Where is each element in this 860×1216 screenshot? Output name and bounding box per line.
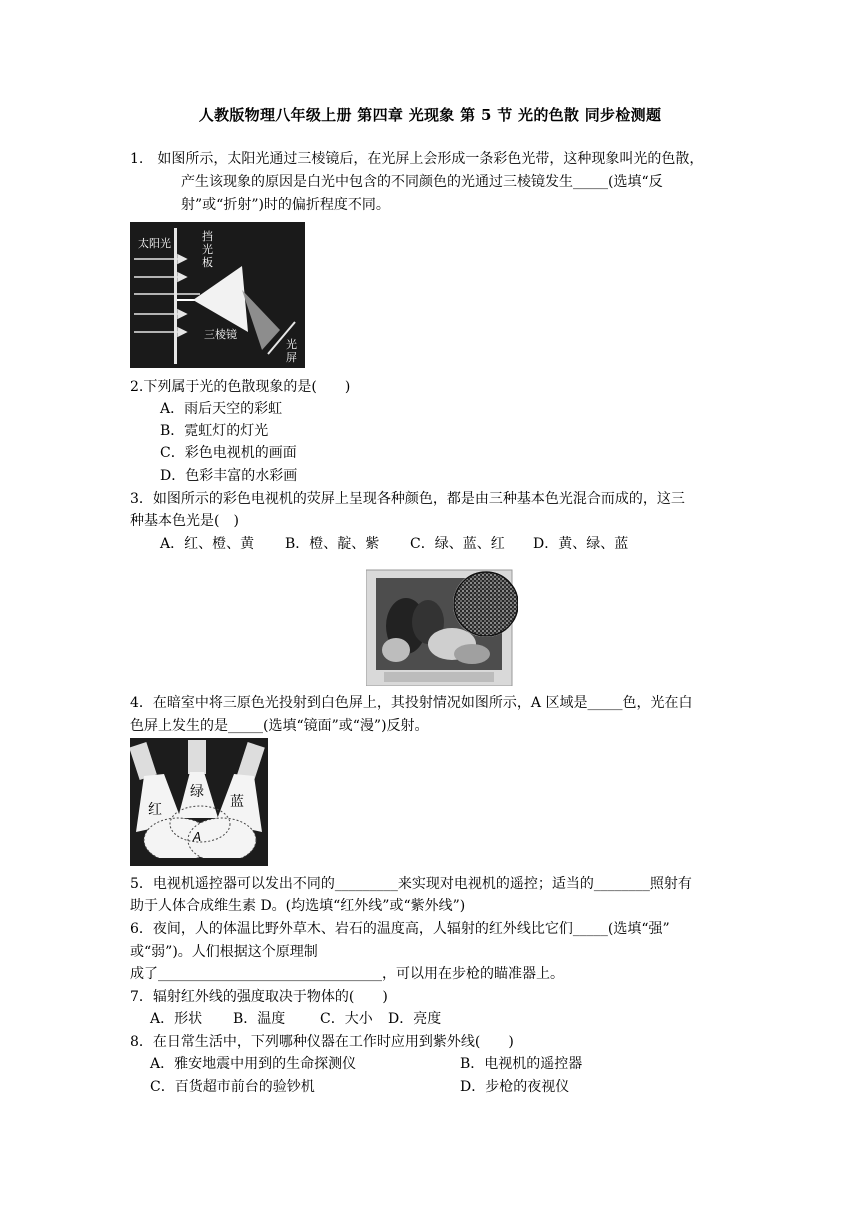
q3-option-c: C．绿、蓝、红 bbox=[410, 536, 505, 552]
region-a-label: A bbox=[193, 830, 202, 844]
q6-line-2: 或“弱”)。人们根据这个原理制 bbox=[130, 944, 318, 960]
three-primary-lights-figure bbox=[130, 738, 268, 866]
green-label: 绿 bbox=[190, 784, 204, 800]
board-label-1: 挡 bbox=[202, 230, 213, 243]
board-label-2: 光 bbox=[202, 243, 213, 256]
board-label-3: 板 bbox=[202, 256, 213, 269]
q8-stem: 8．在日常生活中，下列哪种仪器在工作时应用到紫外线( ) bbox=[130, 1034, 514, 1050]
q6-line-3: 成了________________________________，可以用在步枪的瞄准器上。 bbox=[130, 966, 564, 982]
q7-stem: 7．辐射红外线的强度取决于物体的( ) bbox=[130, 989, 388, 1005]
screen-label-1: 光 bbox=[286, 338, 297, 351]
q4-line-2: 色屏上发生的是_____(选填“镜面”或“漫”)反射。 bbox=[130, 718, 429, 734]
prism-dispersion-figure bbox=[130, 222, 305, 368]
prism-label: 三棱镜 bbox=[204, 328, 237, 341]
q3-line-1: 3．如图所示的彩色电视机的荧屏上呈现各种颜色，都是由三种基本色光混合而成的，这三 bbox=[130, 491, 685, 507]
page-title: 人教版物理八年级上册 第四章 光现象 第 5 节 光的色散 同步检测题 bbox=[198, 106, 662, 124]
q2-option-d: D．色彩丰富的水彩画 bbox=[160, 468, 298, 484]
q2-option-a: A．雨后天空的彩虹 bbox=[160, 401, 283, 417]
q5-line-1: 5．电视机遥控器可以发出不同的_________来实现对电视机的遥控；适当的________照射有 bbox=[130, 876, 692, 892]
q8-option-d: D．步枪的夜视仪 bbox=[460, 1079, 570, 1095]
q3-option-d: D．黄、绿、蓝 bbox=[533, 536, 629, 552]
blocking-board bbox=[174, 228, 177, 364]
q1-line-3: 射”或“折射”)时的偏折程度不同。 bbox=[181, 197, 390, 213]
q5-line-2: 助于人体合成维生素 D。(均选填“红外线”或“紫外线”) bbox=[130, 898, 466, 914]
color-tv-figure bbox=[366, 566, 518, 686]
screen-label-2: 屏 bbox=[286, 351, 297, 364]
q1-line-1: 1. 如图所示，太阳光通过三棱镜后，在光屏上会形成一条彩色光带，这种现象叫光的色散， bbox=[130, 151, 704, 167]
q6-line-1: 6．夜间，人的体温比野外草木、岩石的温度高，人辐射的红外线比它们_____(选填“强” bbox=[130, 921, 670, 937]
q2-option-b: B．霓虹灯的灯光 bbox=[160, 423, 269, 439]
q4-line-1: 4．在暗室中将三原色光投射到白色屏上，其投射情况如图所示，A 区域是_____色，光在白 bbox=[130, 695, 693, 711]
blue-label: 蓝 bbox=[230, 794, 244, 810]
q3-option-a: A．红、橙、黄 bbox=[160, 536, 255, 552]
q8-option-a: A．雅安地震中用到的生命探测仪 bbox=[150, 1056, 357, 1072]
q8-option-b: B．电视机的遥控器 bbox=[460, 1056, 583, 1072]
q7-option-c: C．大小 bbox=[320, 1011, 373, 1027]
red-label: 红 bbox=[148, 802, 162, 818]
q2-option-c: C．彩色电视机的画面 bbox=[160, 445, 297, 461]
q1-line-2: 产生该现象的原因是白光中包含的不同颜色的光通过三棱镜发生_____(选填“反 bbox=[181, 174, 663, 190]
q8-option-c: C．百货超市前台的验钞机 bbox=[150, 1079, 315, 1095]
q3-option-b: B．橙、靛、紫 bbox=[285, 536, 380, 552]
q7-option-a: A．形状 bbox=[150, 1011, 203, 1027]
sunlight-label: 太阳光 bbox=[138, 237, 171, 250]
q2-stem: 2.下列属于光的色散现象的是( ) bbox=[130, 379, 351, 395]
q3-line-2: 种基本色光是( ) bbox=[130, 513, 239, 529]
q7-option-d: D．亮度 bbox=[388, 1011, 442, 1027]
q7-option-b: B．温度 bbox=[233, 1011, 286, 1027]
